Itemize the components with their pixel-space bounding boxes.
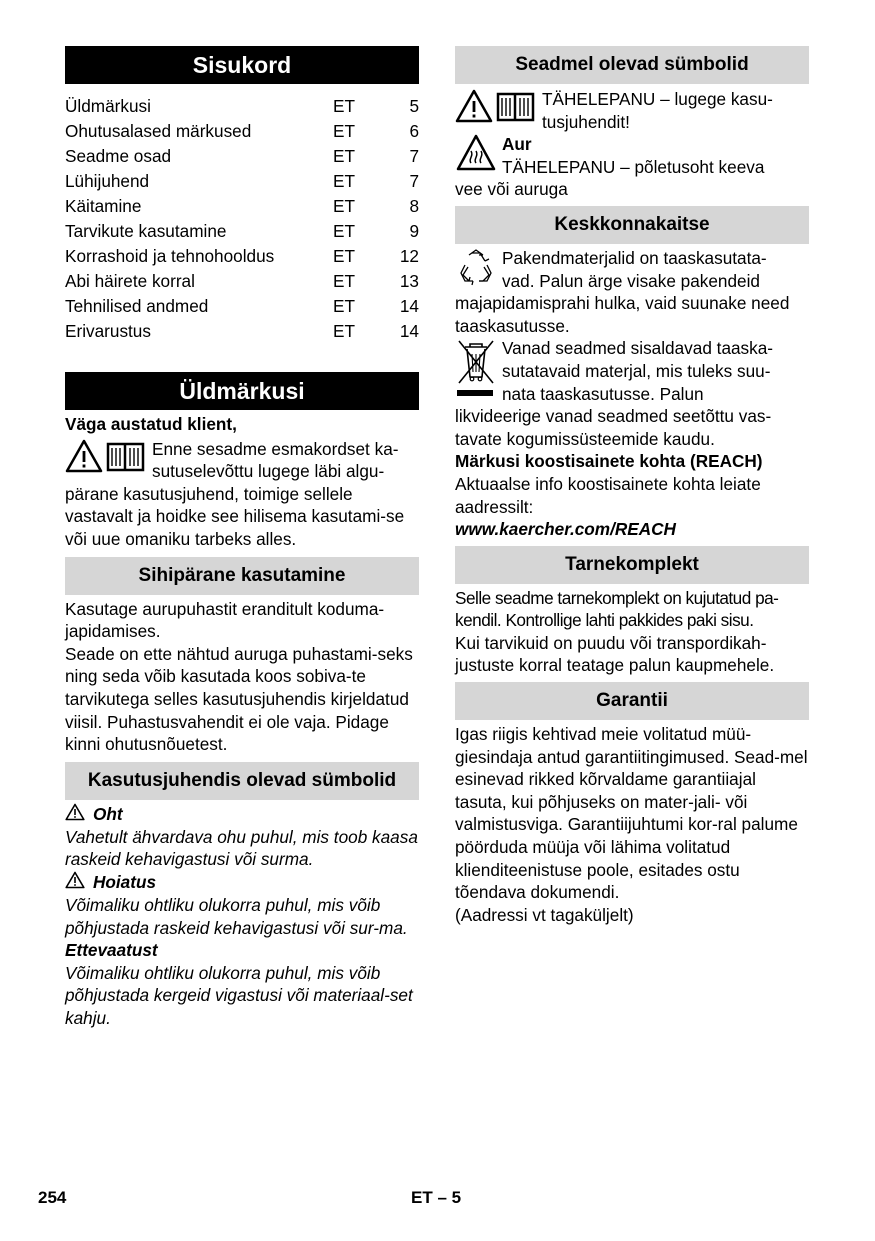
weee-line-3: nata taaskasutusse. Palun	[502, 383, 704, 404]
toc-row[interactable]	[65, 119, 419, 144]
toc-label: Tarvikute kasutamine	[65, 221, 227, 241]
toc-lang: ET	[333, 271, 355, 291]
toc-heading: Sisukord	[65, 46, 419, 84]
weee-line-1: Vanad seadmed sisaldavad taaska-	[502, 338, 774, 359]
toc-row[interactable]	[65, 244, 419, 269]
toc-lang: ET	[333, 221, 355, 241]
danger-icon	[65, 803, 85, 826]
device-symbols-heading: Seadmel olevad sümbolid	[455, 46, 809, 84]
recycle-line-2: vad. Palun ärge visake pakendeid	[502, 270, 760, 291]
toc-lang: ET	[333, 296, 355, 316]
caution-label: Ettevaatust	[65, 940, 158, 961]
hot-steam-icon	[455, 133, 497, 173]
general-heading: Üldmärkusi	[65, 372, 419, 410]
intended-use-p1: Kasutage aurupuhastit eranditult koduma-japidamises.	[65, 598, 385, 642]
recycle-icon	[455, 247, 497, 287]
reach-url-link[interactable]: www.kaercher.com/REACH	[455, 519, 676, 540]
read-manual-text: TÄHELEPANU – lugege kasu-tusjuhendit!	[542, 89, 773, 132]
recycle-line-1: Pakendmaterjalid on taaskasutata-	[502, 247, 767, 268]
toc-page: 13	[399, 271, 419, 291]
warranty-note: (Aadressi vt tagaküljelt)	[455, 904, 634, 925]
toc-page: 12	[399, 246, 419, 266]
toc-label: Ohutusalased märkused	[65, 121, 252, 141]
weee-line-2: sutatavaid materjal, mis tuleks suu-	[502, 360, 771, 381]
toc-label: Seadme osad	[65, 146, 172, 166]
environment-heading: Keskkonnakaitse	[455, 206, 809, 244]
toc-label: Lühijuhend	[65, 171, 150, 191]
toc-table	[65, 94, 419, 344]
read-manual-icon	[455, 88, 537, 124]
toc-lang: ET	[333, 171, 355, 191]
page-number: 254	[38, 1188, 67, 1207]
general-line-2: sutuselevõttu lugege läbi algu-	[152, 461, 385, 482]
general-line-1: Enne sesadme esmakordset ka-	[152, 438, 399, 459]
manual-symbols-heading: Kasutusjuhendis olevad sümbolid	[65, 762, 419, 800]
toc-label: Üldmärkusi	[65, 96, 151, 116]
toc-page: 6	[409, 121, 419, 141]
steam-label: Aur	[502, 134, 532, 155]
toc-page: 7	[409, 171, 419, 191]
steam-line: TÄHELEPANU – põletusoht keeva	[502, 156, 765, 177]
warning-icon	[65, 871, 85, 894]
reach-text: Aktuaalse info koostisainete kohta leiate aadressilt:	[455, 473, 761, 517]
scope-p1: Selle seadme tarnekomplekt on kujutatud pa-kendil. Kontrollige lahti pakkides paki sisu.	[455, 587, 779, 631]
warranty-text: Igas riigis kehtivad meie volitatud müü-giesindaja antud garantiitingimused. Sead-mel esinevad rikked kõrvaldame garantiiajal tasuta, kui põhjuseks on mater-jali- või valmistusviga. Garantiijuhtumi kor-ral palume pöörduda müüja või lähima volitatud klienditeenistuse poole, esitades ostu tõendava dokumendi.	[455, 724, 808, 903]
toc-page: 7	[409, 146, 419, 166]
footer-section-page: – 5	[437, 1188, 462, 1207]
steam-rest: vee või auruga	[455, 179, 568, 200]
caution-text: Võimaliku ohtliku olukorra puhul, mis võib põhjustada kergeid vigastusi või materiaal-set kahju.	[65, 962, 413, 1028]
general-rest: pärane kasutusjuhend, toimige sellele vastavalt ja hoidke see hilisema kasutami-se või uue omaniku tarbeks alles.	[65, 483, 405, 549]
toc-page: 9	[409, 221, 419, 241]
toc-label: Käitamine	[65, 196, 142, 216]
toc-label: Korrashoid ja tehnohooldus	[65, 246, 275, 266]
footer-section	[411, 1188, 461, 1208]
toc-row[interactable]	[65, 319, 419, 344]
danger-text: Vahetult ähvardava ohu puhul, mis toob kaasa raskeid kehavigastusi või surma.	[65, 826, 418, 870]
toc-row[interactable]	[65, 94, 419, 119]
toc-label: Abi häirete korral	[65, 271, 195, 291]
toc-lang: ET	[333, 196, 355, 216]
intended-use-p2: Seade on ette nähtud auruga puhastami-seks ning seda võib kasutada koos sobiva-te tarvikutega selles kasutusjuhendis kirjeldatud viisil. Puhastusvahendit ei ole vaja. Pidage kinni ohutusnõuetest.	[65, 643, 413, 755]
footer-lang: ET	[411, 1188, 433, 1207]
intended-use-heading: Sihipärane kasutamine	[65, 557, 419, 595]
crossed-bin-icon	[455, 337, 497, 399]
toc-lang: ET	[333, 321, 355, 341]
toc-row[interactable]	[65, 169, 419, 194]
toc-page: 5	[409, 96, 419, 116]
toc-label: Erivarustus	[65, 321, 151, 341]
toc-page: 14	[399, 296, 419, 316]
toc-row[interactable]	[65, 194, 419, 219]
scope-heading: Tarnekomplekt	[455, 546, 809, 584]
toc-lang: ET	[333, 121, 355, 141]
toc-page: 14	[399, 321, 419, 341]
toc-row[interactable]	[65, 294, 419, 319]
warning-text: Võimaliku ohtliku olukorra puhul, mis võib põhjustada raskeid kehavigastusi või sur-ma.	[65, 894, 408, 938]
reach-title: Märkusi koostisainete kohta (REACH)	[455, 451, 763, 472]
weee-rest: likvideerige vanad seadmed seetõttu vas-tavate kogumissüsteemide kaudu.	[455, 406, 772, 449]
right-column	[455, 46, 809, 926]
toc-page: 8	[409, 196, 419, 216]
recycle-rest: majapidamisprahi hulka, vaid suunake need taaskasutusse.	[455, 293, 790, 336]
warning-label: Hoiatus	[93, 872, 157, 893]
toc-row[interactable]	[65, 144, 419, 169]
warranty-heading: Garantii	[455, 682, 809, 720]
toc-lang: ET	[333, 146, 355, 166]
toc-lang: ET	[333, 246, 355, 266]
toc-lang: ET	[333, 96, 355, 116]
left-column	[65, 46, 419, 1029]
danger-label: Oht	[93, 803, 123, 824]
toc-label: Tehnilised andmed	[65, 296, 209, 316]
greeting: Väga austatud klient,	[65, 414, 237, 434]
toc-row[interactable]	[65, 219, 419, 244]
warning-read-manual-icon	[65, 438, 147, 474]
toc-row[interactable]	[65, 269, 419, 294]
scope-p2: Kui tarvikuid on puudu või transpordikah-justuste korral teatage palun kaupmehele.	[455, 632, 775, 676]
